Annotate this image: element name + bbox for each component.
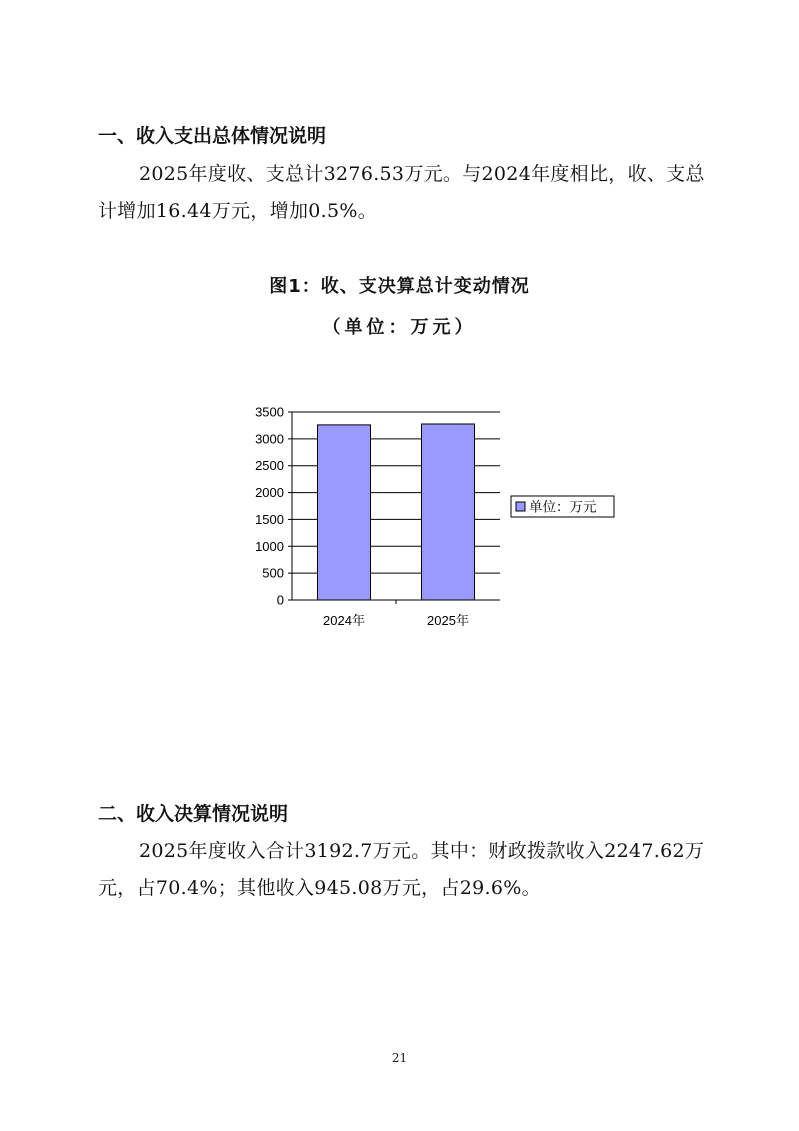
section-paragraph-overall: 2025年度收、支总计3276.53万元。与2024年度相比，收、支总计增加16.44万元，增加0.5%。 (98, 163, 705, 222)
x-tick-label: 2024年 (323, 613, 365, 628)
figure-subtitle: （单位：万元） (322, 317, 477, 338)
section-heading-overall: 一、收入支出总体情况说明 (98, 125, 327, 147)
y-tick-label: 3000 (255, 431, 284, 447)
page-number: 21 (391, 1051, 408, 1065)
chart-x-tick-labels (323, 613, 469, 628)
x-tick-label: 2025年 (427, 613, 469, 628)
figure-title: 图1：收、支决算总计变动情况 (269, 276, 530, 297)
y-tick-label: 3500 (255, 404, 284, 420)
bar-chart (230, 400, 630, 640)
y-tick-label: 2500 (255, 458, 284, 474)
legend-swatch (516, 502, 525, 511)
y-tick-label: 2000 (255, 485, 284, 501)
section-heading-income: 二、收入决算情况说明 (98, 803, 289, 825)
y-tick-label: 0 (276, 592, 284, 608)
bar (422, 424, 475, 600)
chart-y-tick-labels (255, 405, 284, 608)
y-tick-label: 500 (262, 565, 284, 581)
section-paragraph-income: 2025年度收入合计3192.7万元。其中：财政拨款收入2247.62万元，占70.4%；其他收入945.08万元，占29.6%。 (98, 840, 705, 899)
chart-legend (511, 496, 614, 517)
legend-label: 单位：万元 (529, 499, 597, 515)
y-tick-label: 1000 (255, 538, 284, 554)
bar (318, 425, 371, 600)
y-tick-label: 1500 (255, 511, 284, 527)
